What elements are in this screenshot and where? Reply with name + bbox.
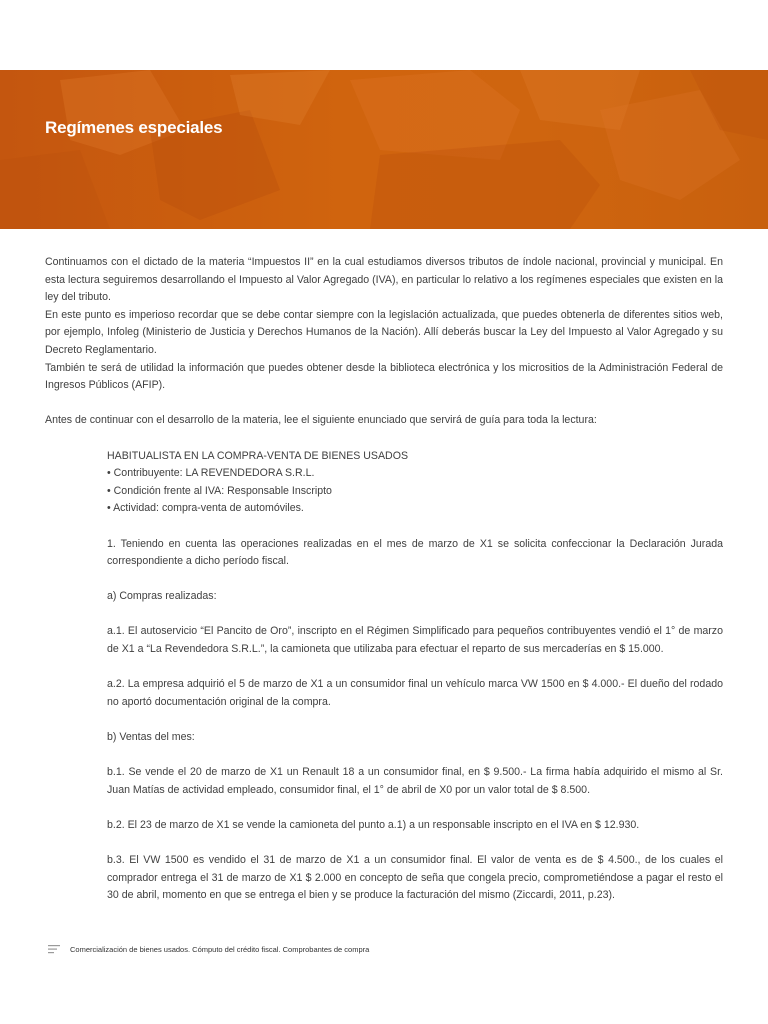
banner-background-shapes	[0, 70, 768, 229]
purchases-heading: a) Compras realizadas:	[107, 590, 217, 603]
intro-paragraph-2: En este punto es imperioso recordar que se debe contar siempre con la legislación actualizada, que puedes obtenerla de diferentes sitios web, por ejemplo, Infoleg (Ministerio de Justicia y Derechos Humanos de la Nación). Allí deberás buscar la Ley del Impuesto al Valor Agregado y su Decreto Reglamentario.	[45, 308, 723, 356]
case-bullet-iva-status: • Condición frente al IVA: Responsable Inscripto	[107, 484, 332, 497]
footer-topic-text: Comercialización de bienes usados. Cómputo del crédito fiscal. Comprobantes de compra	[70, 944, 370, 954]
sale-b3: b.3. El VW 1500 es vendido el 31 de marzo de X1 a un consumidor final. El valor de venta es de $ 4.500., de los cuales el comprador entrega el 31 de marzo de X1 $ 2.000 en concepto de seña que congela precio, comprometiéndose a pagar el resto el 30 de abril, momento en que se entrega el bien y se produce la facturación del mismo (Ziccardi, 2011, p.23).	[107, 854, 723, 902]
sale-b1: b.1. Se vende el 20 de marzo de X1 un Renault 18 a un consumidor final, en $ 9.500.- La firma había adquirido el mismo al Sr. Juan Matías de actividad empleado, consumidor final, el 1° de abril de X0 por un valor total de $ 8.500.	[107, 766, 723, 796]
sale-b2: b.2. El 23 de marzo de X1 se vende la camioneta del punto a.1) a un responsable inscripto en el IVA en $ 12.930.	[107, 819, 640, 831]
text-lines-icon	[48, 944, 60, 954]
case-point-1: 1. Teniendo en cuenta las operaciones realizadas en el mes de marzo de X1 se solicita confeccionar la Declaración Jurada correspondiente a dicho período fiscal.	[107, 537, 723, 568]
case-bullet-activity: • Actividad: compra-venta de automóviles.	[107, 502, 304, 515]
case-title: HABITUALISTA EN LA COMPRA-VENTA DE BIENES USADOS	[107, 449, 409, 462]
case-bullet-taxpayer: • Contribuyente: LA REVENDEDORA S.R.L.	[107, 467, 315, 480]
case-statement	[107, 448, 723, 905]
header-banner	[0, 70, 768, 229]
lead-paragraph: Antes de continuar con el desarrollo de la materia, lee el siguiente enunciado que servirá de guía para toda la lectura:	[45, 414, 597, 427]
page-footer	[48, 940, 369, 958]
purchase-a1: a.1. El autoservicio “El Pancito de Oro”, inscripto en el Régimen Simplificado para pequeños contribuyentes vendió el 1° de marzo de X1 a “La Revendedora S.R.L.”, la camioneta que utilizaba para efectuar el reparto de sus mercaderías en $ 15.000.	[107, 625, 723, 656]
intro-paragraph-3: También te será de utilidad la información que puedes obtener desde la biblioteca electrónica y los micrositios de la Administración Federal de Ingresos Públicos (AFIP).	[45, 361, 723, 392]
sales-heading: b) Ventas del mes:	[107, 731, 195, 744]
purchase-a2: a.2. La empresa adquirió el 5 de marzo de X1 a un consumidor final un vehículo marca VW 1500 en $ 4.000.- El dueño del rodado no aportó documentación original de la compra.	[107, 678, 723, 708]
intro-paragraph-1: Continuamos con el dictado de la materia “Impuestos II” en la cual estudiamos diversos tributos de índole nacional, provincial y municipal. En esta lectura seguiremos desarrollando el Impuesto al Valor Agregado (IVA), en particular lo relativo a los regímenes especiales que existen en la ley del tributo.	[45, 256, 723, 304]
page-title: Regímenes especiales	[45, 118, 223, 137]
lecture-body	[45, 254, 723, 905]
